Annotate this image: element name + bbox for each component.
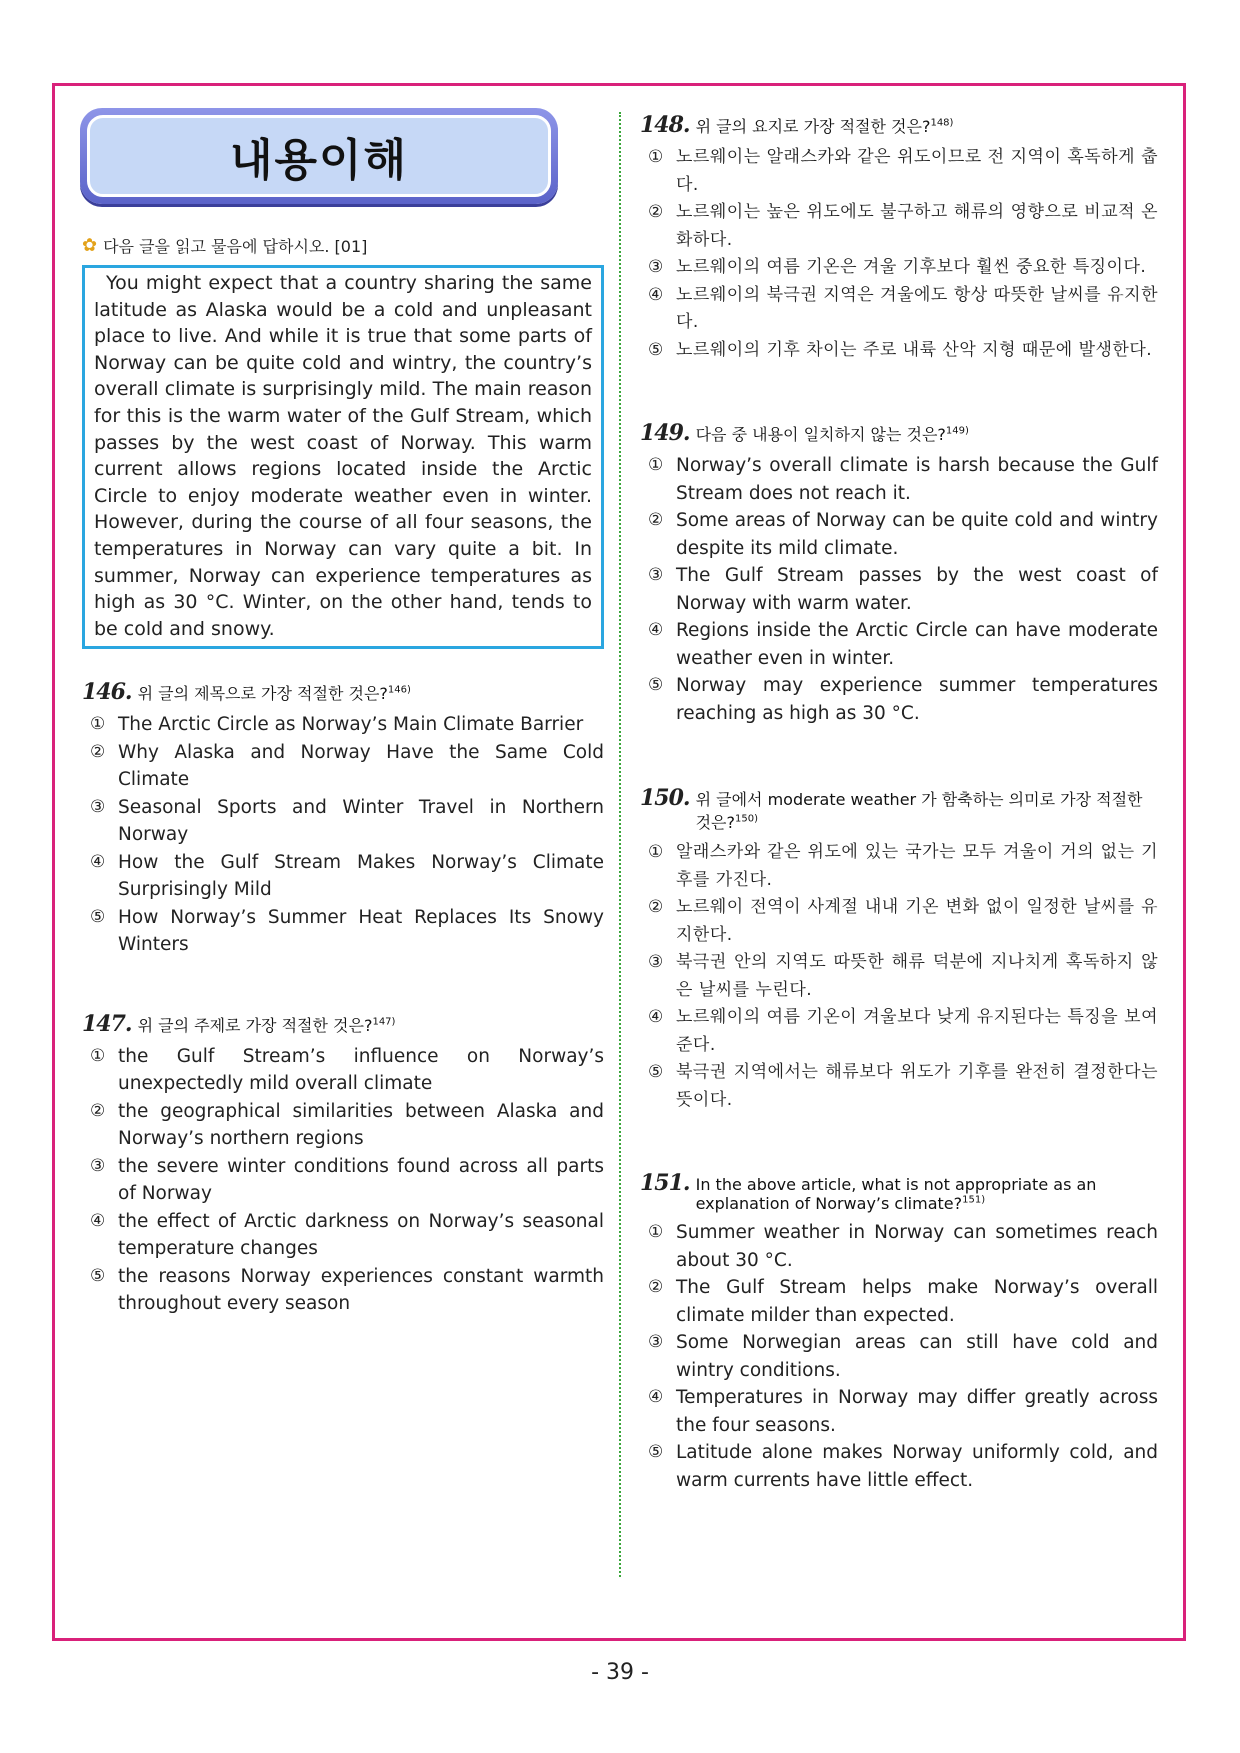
- option-4[interactable]: ④ the effect of Arctic darkness on Norway’s seasonal temperature changes: [90, 1210, 604, 1260]
- option-2[interactable]: ② Why Alaska and Norway Have the Same Cold Climate: [90, 741, 604, 791]
- option-1[interactable]: ① Norway’s overall climate is harsh because the Gulf Stream does not reach it.: [648, 455, 1158, 504]
- option-4[interactable]: ④ 노르웨이의 여름 기온이 겨울보다 낮게 유지된다는 특징을 보여 준다.: [648, 1007, 1158, 1055]
- option-5[interactable]: ⑤ the reasons Norway experiences constant warmth throughout every season: [90, 1265, 604, 1315]
- flower-icon: ✿: [82, 235, 98, 256]
- option-list: [82, 1043, 604, 1318]
- question-number: 149.: [640, 420, 690, 446]
- footnote-ref: 146): [387, 684, 411, 696]
- question-text: In the above article, what is not appropriate as an explanation of Norway’s climate?$^{151)}$: [695, 1175, 1097, 1213]
- footnote-ref: 147): [372, 1016, 396, 1028]
- footnote-ref: 151): [962, 1194, 986, 1206]
- passage-text: You might expect that a country sharing the same latitude as Alaska would be a cold and unpleasant place to live. And while it is true that some parts of Norway can be quite cold and wintry, the country’s overall climate is surprisingly mild. The main reason for this is the warm water of the Gulf Stream, which passes by the west coast of Norway. This warm current allows regions located inside the Arctic Circle to enjoy moderate weather even in winter. However, during the course of all four seasons, the temperatures in Norway can vary quite a bit. In summer, Norway can experience temperatures as high as 30 °C. Winter, on the other hand, tends to be cold and snowy.: [94, 272, 592, 640]
- option-4[interactable]: ④ Temperatures in Norway may differ greatly across the four seasons.: [648, 1387, 1158, 1436]
- option-2[interactable]: ② 노르웨이 전역이 사계절 내내 기온 변화 없이 일정한 날씨를 유지한다.: [648, 897, 1158, 945]
- question-text: 위 글의 제목으로 가장 적절한 것은?$^{146)}$: [137, 684, 411, 704]
- option-5[interactable]: ⑤ 노르웨이의 기후 차이는 주로 내륙 산악 지형 때문에 발생한다.: [648, 339, 1153, 360]
- option-list: [640, 144, 1158, 364]
- option-1[interactable]: ① Summer weather in Norway can sometimes reach about 30 °C.: [648, 1222, 1158, 1271]
- option-3[interactable]: ③ the severe winter conditions found across all parts of Norway: [90, 1155, 604, 1205]
- question-number: 148.: [640, 112, 690, 138]
- footnote-ref: 148): [930, 117, 954, 129]
- option-list: [640, 1219, 1158, 1494]
- question-text: 위 글의 주제로 가장 적절한 것은?$^{147)}$: [137, 1015, 396, 1035]
- question-149: [640, 420, 1158, 727]
- option-4[interactable]: ④ 노르웨이의 북극권 지역은 겨울에도 항상 따뜻한 날씨를 유지한다.: [648, 284, 1158, 332]
- option-list: [640, 452, 1158, 727]
- left-column: [82, 108, 604, 1318]
- option-3[interactable]: ③ Some Norwegian areas can still have cold and wintry conditions.: [648, 1332, 1158, 1381]
- option-5[interactable]: ⑤ 북극권 지역에서는 해류보다 위도가 기후를 완전히 결정한다는 뜻이다.: [648, 1062, 1158, 1110]
- question-150: [640, 785, 1158, 1114]
- question-number: 150.: [640, 785, 690, 811]
- instruction: [82, 234, 604, 257]
- footnote-ref: 150): [735, 813, 758, 825]
- question-text: 다음 중 내용이 일치하지 않는 것은?$^{149)}$: [695, 425, 969, 444]
- option-1[interactable]: ① 알래스카와 같은 위도에 있는 국가는 모두 겨울이 거의 없는 기후를 가진다.: [648, 842, 1158, 890]
- option-3[interactable]: ③ Seasonal Sports and Winter Travel in Northern Norway: [90, 796, 604, 846]
- option-1[interactable]: ① the Gulf Stream’s influence on Norway’s unexpectedly mild overall climate: [90, 1045, 604, 1095]
- question-number: 146.: [82, 679, 132, 706]
- option-2[interactable]: ② Some areas of Norway can be quite cold and wintry despite its mild climate.: [648, 510, 1158, 559]
- question-148: [640, 112, 1158, 364]
- option-3[interactable]: ③ 노르웨이의 여름 기온은 겨울 기후보다 훨씬 중요한 특징이다.: [648, 257, 1147, 277]
- question-151: [640, 1170, 1158, 1494]
- option-list: [640, 839, 1158, 1114]
- option-5[interactable]: ⑤ Norway may experience summer temperatures reaching as high as 30 °C.: [648, 675, 1158, 724]
- right-column: [640, 108, 1158, 1494]
- question-146: [82, 679, 604, 959]
- option-5[interactable]: ⑤ How Norway’s Summer Heat Replaces Its Snowy Winters: [90, 906, 604, 956]
- question-text: 위 글에서 moderate weather 가 함축하는 의미로 가장 적절한 것은?$^{150)}$: [695, 790, 1143, 832]
- option-2[interactable]: ② The Gulf Stream helps make Norway’s overall climate milder than expected.: [648, 1277, 1158, 1326]
- page-number: - 39 -: [591, 1660, 649, 1685]
- option-4[interactable]: ④ How the Gulf Stream Makes Norway’s Climate Surprisingly Mild: [90, 851, 604, 901]
- question-number: 147.: [82, 1010, 132, 1037]
- option-5[interactable]: ⑤ Latitude alone makes Norway uniformly cold, and warm currents have little effect.: [648, 1442, 1158, 1491]
- option-3[interactable]: ③ 북극권 안의 지역도 따뜻한 해류 덕분에 지나치게 혹독하지 않은 날씨를 누린다.: [648, 952, 1158, 1000]
- option-2[interactable]: ② the geographical similarities between Alaska and Norway’s northern regions: [90, 1100, 604, 1150]
- section-title: 내용이해: [229, 135, 408, 186]
- reading-passage: [82, 265, 604, 649]
- footnote-ref: 149): [945, 425, 969, 437]
- option-2[interactable]: ② 노르웨이는 높은 위도에도 불구하고 해류의 영향으로 비교적 온화하다.: [648, 202, 1158, 250]
- instruction-text: 다음 글을 읽고 물음에 답하시오. [01]: [103, 237, 368, 256]
- column-divider: [619, 112, 621, 1577]
- option-4[interactable]: ④ Regions inside the Arctic Circle can have moderate weather even in winter.: [648, 620, 1158, 669]
- option-1[interactable]: ① The Arctic Circle as Norway’s Main Climate Barrier: [90, 714, 584, 736]
- option-3[interactable]: ③ The Gulf Stream passes by the west coast of Norway with warm water.: [648, 565, 1158, 614]
- question-147: [82, 1011, 604, 1318]
- section-title-box: [80, 108, 558, 204]
- question-text: 위 글의 요지로 가장 적절한 것은?$^{148)}$: [695, 117, 954, 136]
- option-1[interactable]: ① 노르웨이는 알래스카와 같은 위도이므로 전 지역이 혹독하게 춥다.: [648, 147, 1158, 195]
- question-number: 151.: [640, 1170, 690, 1196]
- option-list: [82, 711, 604, 959]
